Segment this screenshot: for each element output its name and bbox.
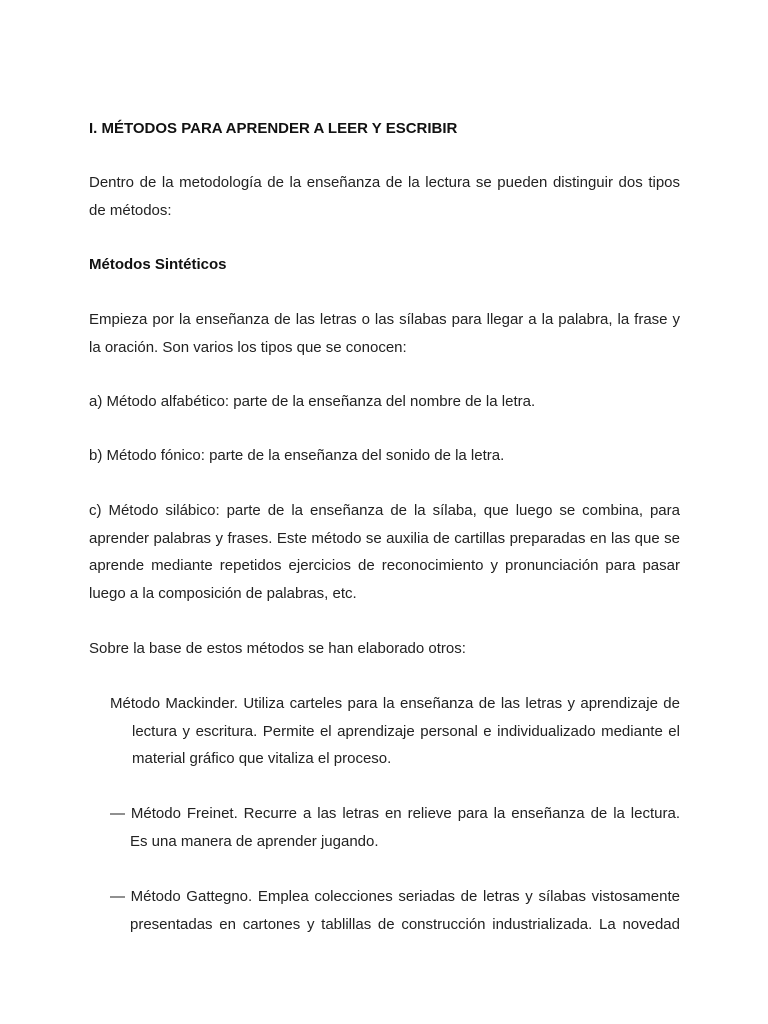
method-gattegno-line-2: presentadas en cartones y tablillas de construcción industrializada. La novedad xyxy=(130,915,680,933)
method-freinet-line-2: Es una manera de aprender jugando. xyxy=(130,832,379,850)
list-item-c-line-4: luego a la composición de palabras, etc. xyxy=(89,584,357,602)
method-mackinder xyxy=(110,690,680,773)
method-freinet xyxy=(110,800,680,855)
others-intro xyxy=(89,635,680,663)
list-item-c xyxy=(89,497,680,607)
list-item-b-text: b) Método fónico: parte de la enseñanza del sonido de la letra. xyxy=(89,447,505,464)
method-freinet-line-1: — Método Freinet. Recurre a las letras en relieve para la enseñanza de la lectura. xyxy=(110,805,680,822)
section-heading xyxy=(89,115,680,143)
list-item-c-line-1: c) Método silábico: parte de la enseñanza de la sílaba, que luego se combina, para xyxy=(89,502,680,519)
others-intro-text: Sobre la base de estos métodos se han elaborado otros: xyxy=(89,640,466,657)
intro-paragraph xyxy=(89,169,680,224)
list-item-c-line-3: aprende mediante repetidos ejercicios de reconocimiento y pronunciación para pasar xyxy=(89,557,680,574)
method-gattegno xyxy=(110,883,680,938)
list-item-a xyxy=(89,388,680,416)
synthetic-intro-line-1: Empieza por la enseñanza de las letras o las sílabas para llegar a la palabra, la frase y xyxy=(89,311,680,328)
intro-line-1: Dentro de la metodología de la enseñanza de la lectura se pueden distinguir dos tipos xyxy=(89,174,680,191)
subheading-sinteticos xyxy=(89,251,680,279)
method-mackinder-line-1: Método Mackinder. Utiliza carteles para la enseñanza de las letras y aprendizaje de xyxy=(110,695,680,712)
list-item-b xyxy=(89,442,680,470)
list-item-a-text: a) Método alfabético: parte de la enseñanza del nombre de la letra. xyxy=(89,393,536,410)
method-mackinder-line-2: lectura y escritura. Permite el aprendizaje personal e individualizado mediante el xyxy=(132,722,680,740)
method-mackinder-line-3: material gráfico que vitaliza el proceso. xyxy=(132,750,392,767)
method-gattegno-line-1: — Método Gattegno. Emplea colecciones seriadas de letras y sílabas vistosamente xyxy=(110,888,680,905)
section-heading-text: I. MÉTODOS PARA APRENDER A LEER Y ESCRIBIR xyxy=(89,120,458,137)
subheading-text: Métodos Sintéticos xyxy=(89,256,227,273)
list-item-c-line-2: aprender palabras y frases. Este método se auxilia de cartillas preparadas en las que se xyxy=(89,529,680,547)
intro-line-2: de métodos: xyxy=(89,201,172,219)
synthetic-intro-line-2: la oración. Son varios los tipos que se conocen: xyxy=(89,338,407,356)
synthetic-intro-paragraph xyxy=(89,306,680,361)
